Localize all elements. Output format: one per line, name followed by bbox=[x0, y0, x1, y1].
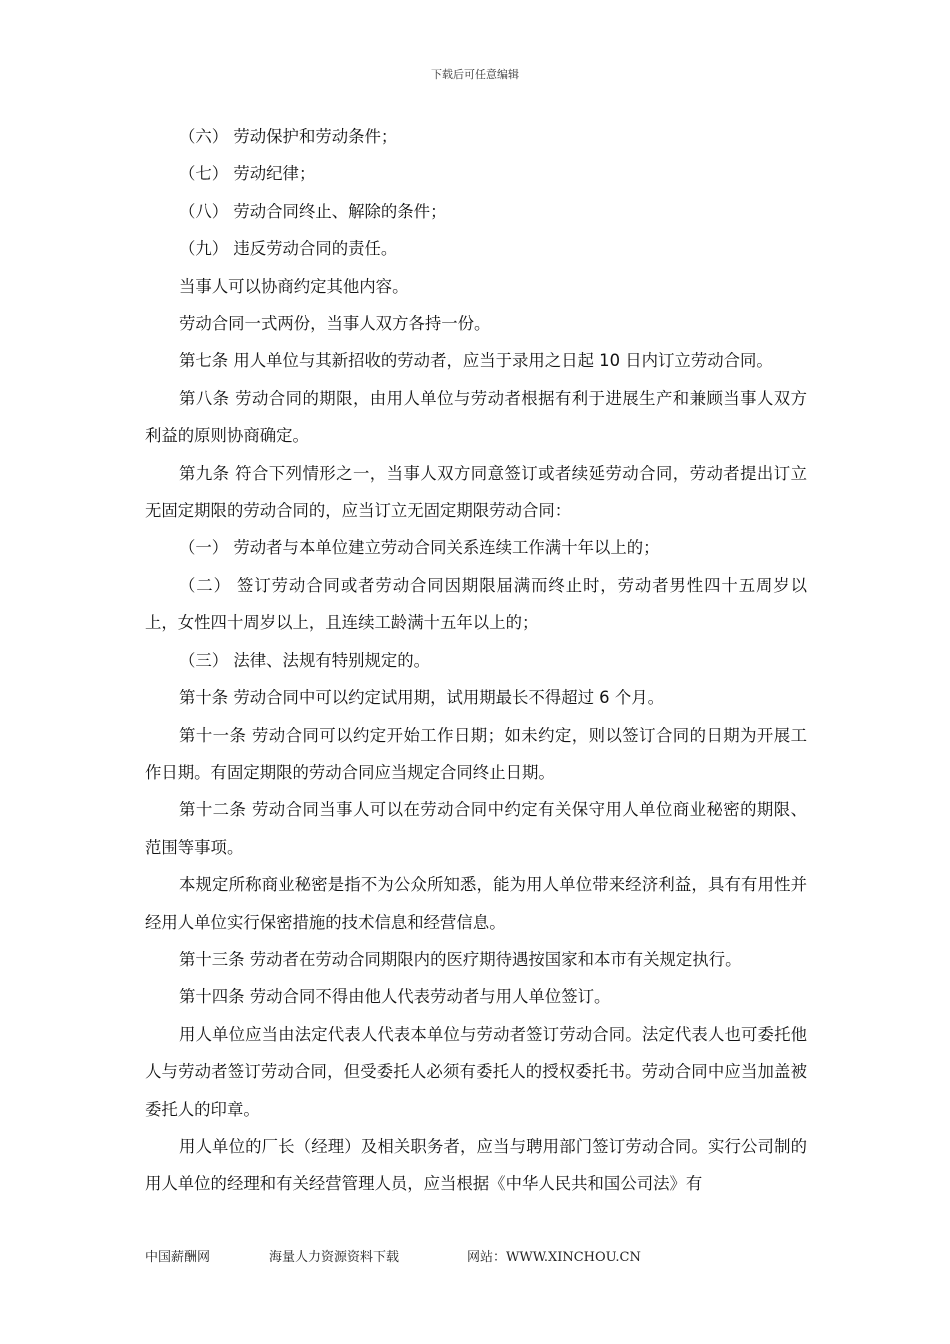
paragraph: 第十一条 劳动合同可以约定开始工作日期；如未约定，则以签订合同的日期为开展工作日期。有固定期限的劳动合同应当规定合同终止日期。 bbox=[145, 725, 807, 782]
paragraph: 第十二条 劳动合同当事人可以在劳动合同中约定有关保守用人单位商业秘密的期限、范围等事项。 bbox=[145, 800, 807, 857]
paragraph: 第十条 劳动合同中可以约定试用期，试用期最长不得超过 6 个月。 bbox=[179, 688, 664, 708]
footer-slogan: 海量人力资源资料下载 bbox=[269, 1250, 400, 1265]
paragraph: （三） 法律、法规有特别规定的。 bbox=[179, 650, 431, 670]
paragraph: （七） 劳动纪律； bbox=[179, 164, 316, 184]
paragraph: （二） 签订劳动合同或者劳动合同因期限届满而终止时，劳动者男性四十五周岁以上，女性四十周岁以上，且连续工龄满十五年以上的； bbox=[145, 575, 807, 633]
paragraph: 第十三条 劳动者在劳动合同期限内的医疗期待遇按国家和本市有关规定执行。 bbox=[179, 949, 742, 969]
paragraph: 用人单位应当由法定代表人代表本单位与劳动者签订劳动合同。法定代表人也可委托他人与劳动者签订劳动合同，但受委托人必须有委托人的授权委托书。劳动合同中应当加盖被委托人的印章。 bbox=[145, 1024, 807, 1119]
paragraph: （九） 违反劳动合同的责任。 bbox=[179, 239, 398, 259]
paragraph: 劳动合同一式两份，当事人双方各持一份。 bbox=[179, 314, 491, 334]
paragraph: （一） 劳动者与本单位建立劳动合同关系连续工作满十年以上的； bbox=[179, 538, 660, 558]
paragraph: 用人单位的厂长（经理）及相关职务者，应当与聘用部门签订劳动合同。实行公司制的用人单位的经理和有关经营管理人员，应当根据《中华人民共和国公司法》有 bbox=[145, 1136, 807, 1194]
paragraph: 本规定所称商业秘密是指不为公众所知悉，能为用人单位带来经济利益，具有有用性并经用人单位实行保密措施的技术信息和经营信息。 bbox=[145, 875, 807, 932]
paragraph: 当事人可以协商约定其他内容。 bbox=[179, 276, 409, 296]
paragraph: （六） 劳动保护和劳动条件； bbox=[179, 127, 398, 146]
paragraph: （八） 劳动合同终止、解除的条件； bbox=[179, 201, 447, 221]
paragraph: 第十四条 劳动合同不得由他人代表劳动者与用人单位签订。 bbox=[179, 987, 611, 1007]
paragraph: 第八条 劳动合同的期限，由用人单位与劳动者根据有利于进展生产和兼顾当事人双方利益的原则协商确定。 bbox=[145, 388, 807, 446]
footer-website: 网站：WWW.XINCHOU.CN bbox=[467, 1250, 641, 1265]
paragraph: 第七条 用人单位与其新招收的劳动者，应当于录用之日起 10 日内订立劳动合同。 bbox=[179, 351, 773, 371]
document-body bbox=[145, 118, 807, 1203]
paragraph: 第九条 符合下列情形之一，当事人双方同意签订或者续延劳动合同，劳动者提出订立无固定期限的劳动合同的，应当订立无固定期限劳动合同： bbox=[145, 463, 807, 521]
footer-site-name: 中国薪酬网 bbox=[145, 1250, 211, 1265]
page-header: 下载后可任意编辑 bbox=[431, 68, 519, 81]
